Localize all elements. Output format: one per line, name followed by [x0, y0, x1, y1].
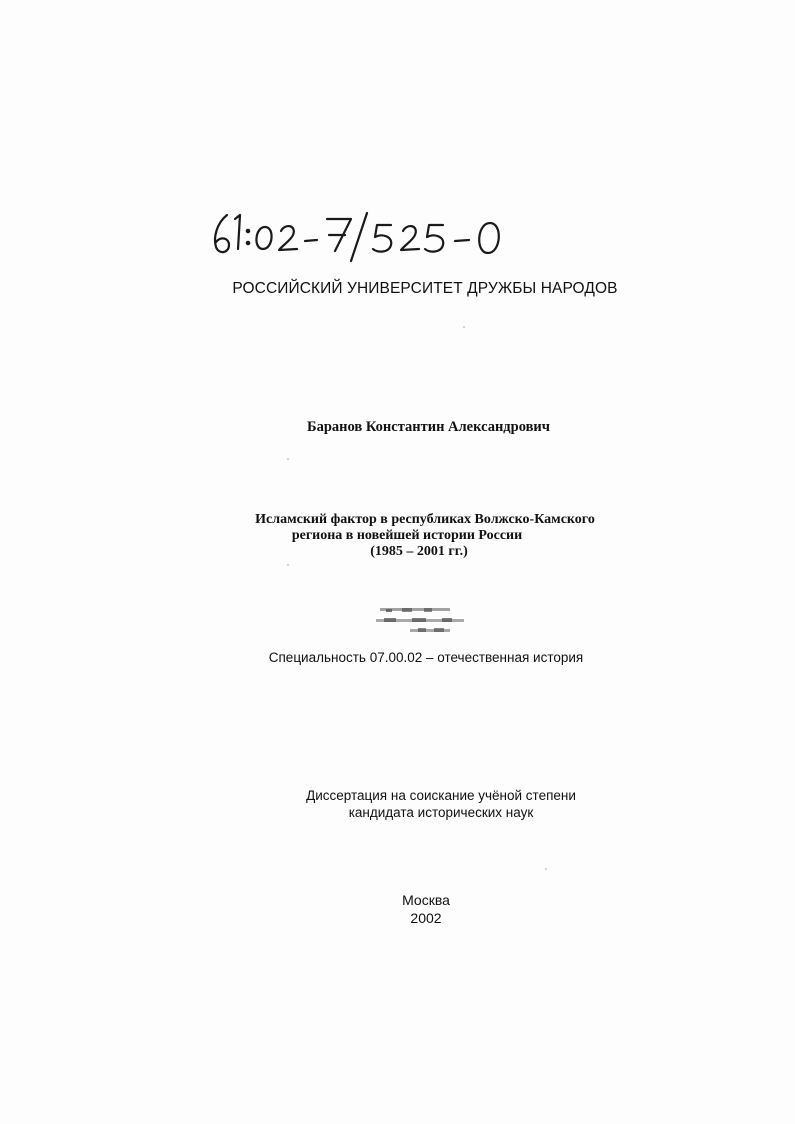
dissertation-title [0, 512, 795, 560]
author-name: Баранов Константин Александрович [307, 419, 550, 435]
degree-line-1: Диссертация на соискание учёной степени [306, 788, 576, 803]
library-stamp [372, 604, 472, 638]
title-line-1: Исламский фактор в республиках Волжско-Камского [255, 512, 595, 527]
university-name: РОССИЙСКИЙ УНИВЕРСИТЕТ ДРУЖБЫ НАРОДОВ [232, 280, 618, 297]
title-line-3: (1985 – 2001 гг.) [370, 544, 468, 559]
year: 2002 [410, 910, 442, 926]
title-line-2: региона в новейшей истории России [291, 528, 523, 543]
specialty-line: Специальность 07.00.02 – отечественная история [268, 650, 584, 665]
degree-line-2: кандидата исторических наук [348, 805, 534, 820]
scan-speck [463, 326, 465, 328]
scan-speck [545, 868, 547, 870]
scan-speck [287, 458, 289, 460]
handwritten-catalog-number [205, 205, 515, 265]
degree-statement [0, 787, 795, 821]
scan-speck [287, 564, 289, 566]
place-and-year [0, 891, 795, 927]
city: Москва [402, 892, 450, 908]
